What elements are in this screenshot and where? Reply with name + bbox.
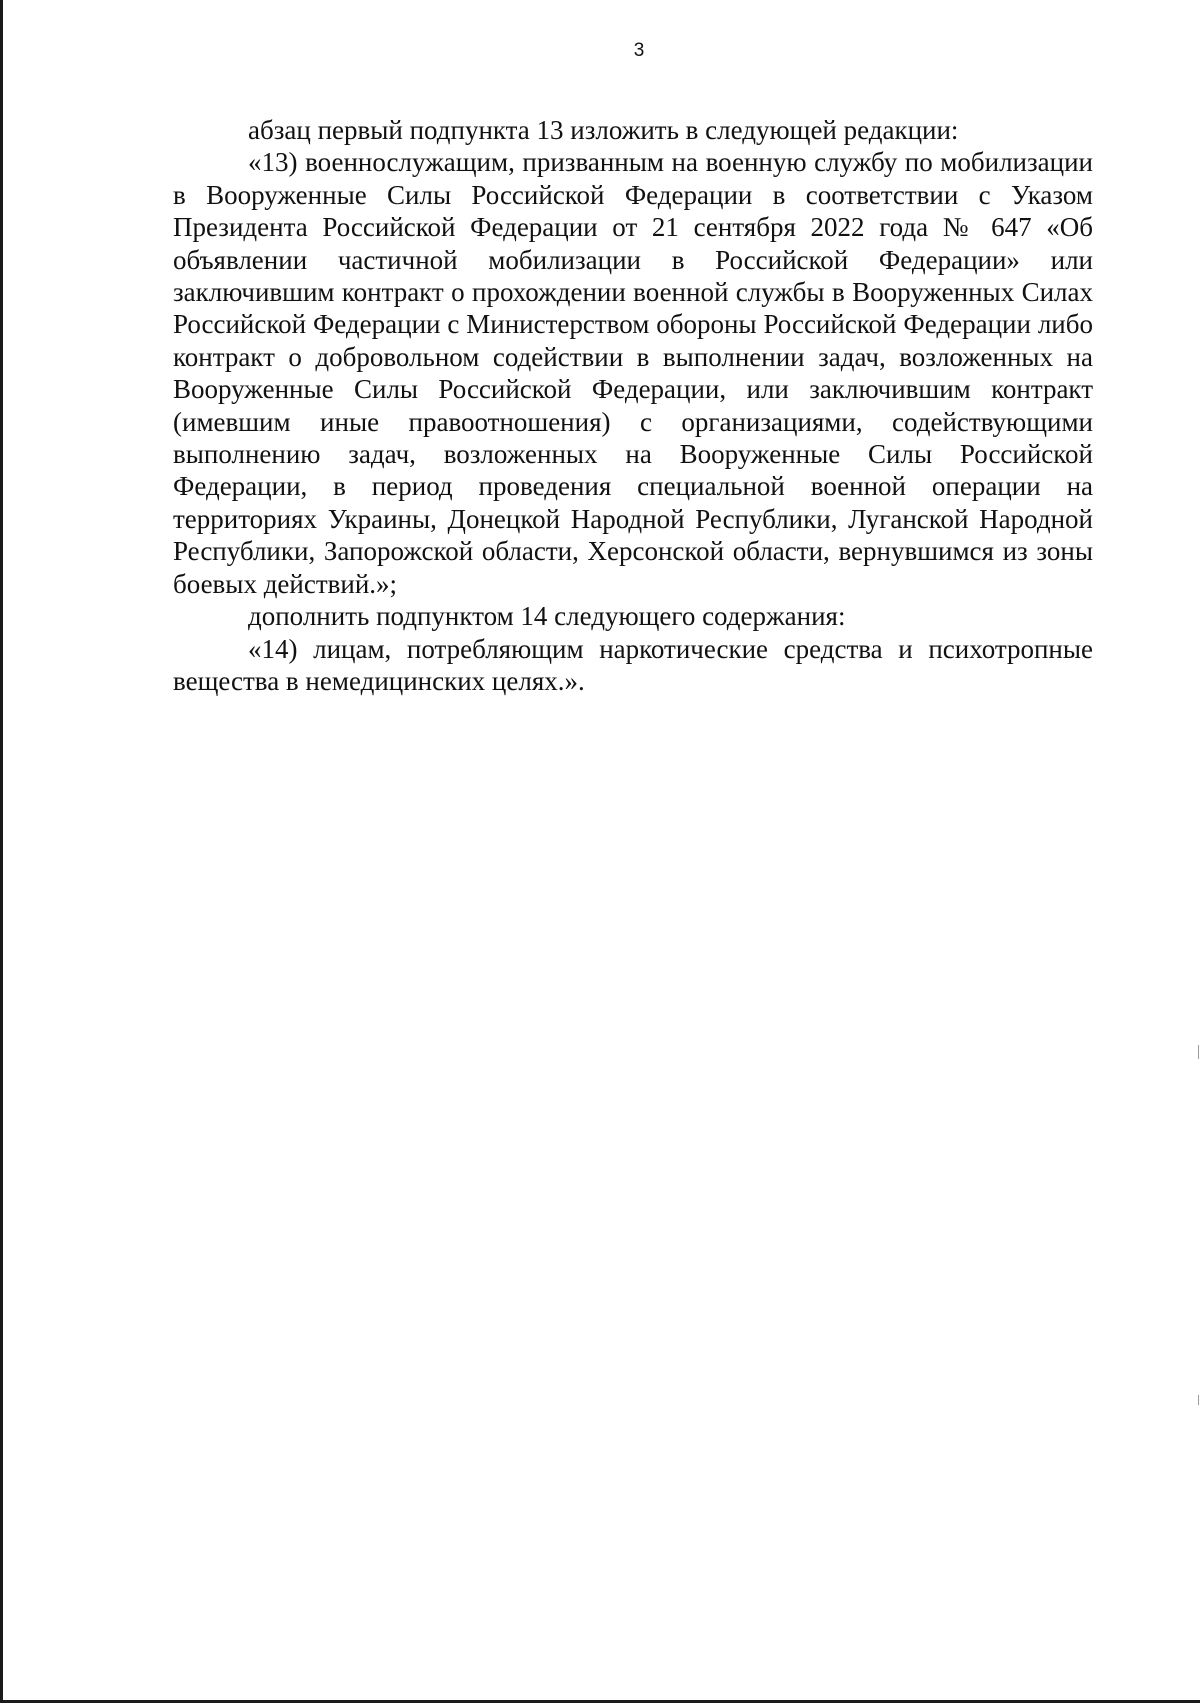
scan-edge-right-mark	[1198, 1395, 1199, 1405]
paragraph-subitem-14: «14) лицам, потребляющим наркотические средства и психотропные вещества в немедицинских целях.».	[173, 633, 1093, 696]
paragraph-instruction-13: абзац первый подпункта 13 изложить в следующей редакции:	[248, 115, 959, 145]
scan-edge-left	[0, 0, 3, 1703]
scan-edge-right-mark	[1198, 1045, 1199, 1059]
paragraph-instruction-14: дополнить подпунктом 14 следующего содержания:	[248, 601, 846, 632]
paragraph-subitem-13: «13) военнослужащим, призванным на военную службу по мобилизации в Вооруженные Силы Российской Федерации в соответствии с Указом Президента Российской Федерации от 21 сентября 2022 года № 647 «Об объявлении частичной мобилизации в Российской Федерации» или заключившим контракт о прохождении военной службы в Вооруженных Силах Российской Федерации с Министерством обороны Российской Федерации либо контракт о добровольном содействии в выполнении задач, возложенных на Вооруженные Силы Российской Федерации, или заключившим контракт (имевшим иные правоотношения) с организациями, содействующими выполнению задач, возложенных на Вооруженные Силы Российской Федерации, в период проведения специальной военной операции на территориях Украины, Донецкой Народной Республики, Луганской Народной Республики, Запорожской области, Херсонской области, вернувшимся из зоны боевых действий.»;	[173, 147, 1093, 599]
document-body	[173, 114, 1093, 697]
page-number: 3	[633, 40, 645, 61]
